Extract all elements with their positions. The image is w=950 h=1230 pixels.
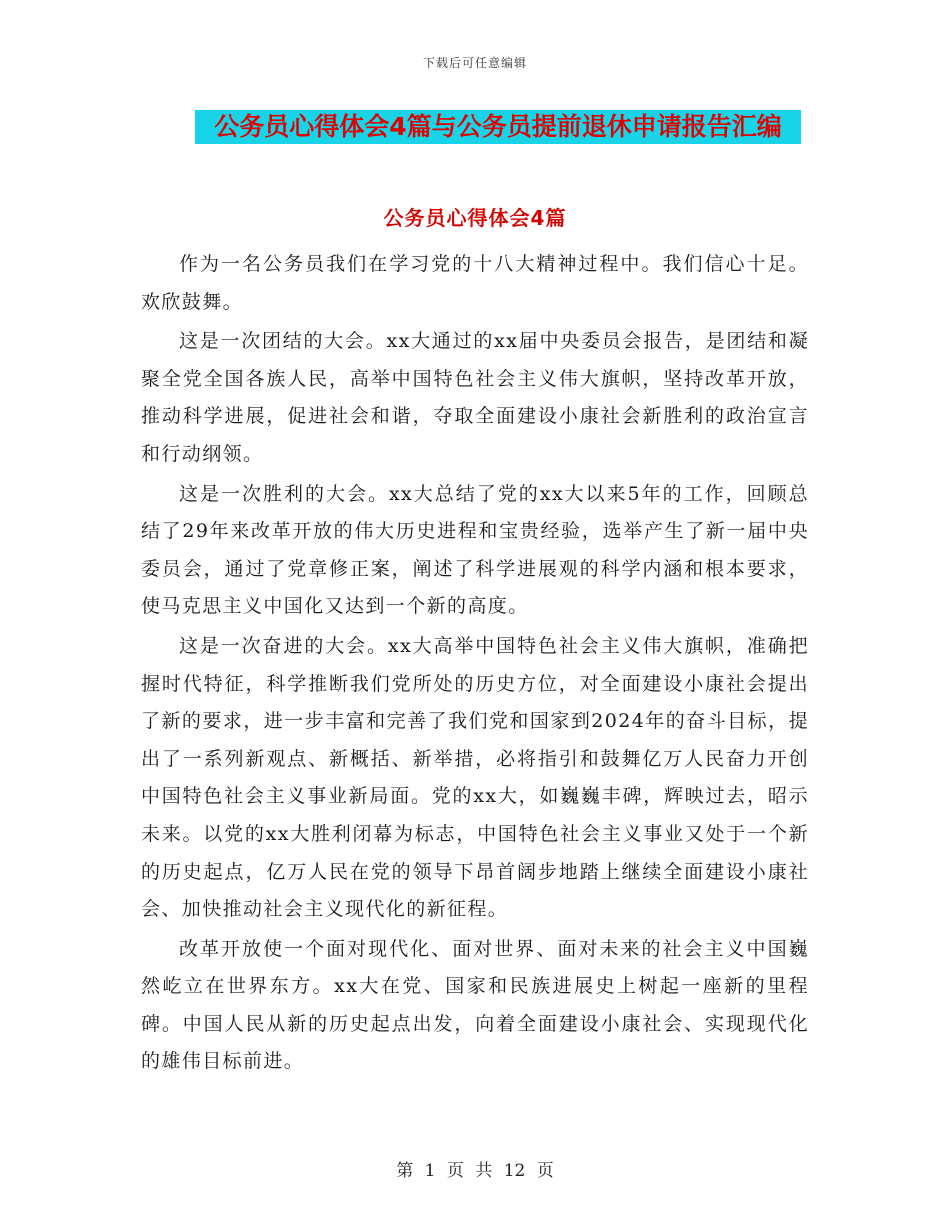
paragraph-3: 这是一次胜利的大会。xx大总结了党的xx大以来5年的工作，回顾总结了29年来改革开放的伟大历史进程和宝贵经验，选举产生了新一届中央委员会，通过了党章修正案，阐述了科学进展观的科学内涵和根本要求，使马克思主义中国化又达到一个新的高度。 (141, 482, 809, 618)
document-title-highlight (195, 110, 801, 144)
paragraph-4: 这是一次奋进的大会。xx大高举中国特色社会主义伟大旗帜，准确把握时代特征，科学推断我们党所处的历史方位，对全面建设小康社会提出了新的要求，进一步丰富和完善了我们党和国家到2024年的奋斗目标，提出了一系列新观点、新概括、新举措，必将指引和鼓舞亿万人民奋力开创中国特色社会主义事业新局面。党的xx大，如巍巍丰碑，辉映过去，昭示未来。以党的xx大胜利闭幕为标志，中国特色社会主义事业又处于一个新的历史起点，亿万人民在党的领导下昂首阔步地踏上继续全面建设小康社会、加快推动社会主义现代化的新征程。 (141, 634, 809, 921)
header-note: 下载后可任意编辑 (422, 56, 527, 70)
paragraph-1: 作为一名公务员我们在学习党的十八大精神过程中。我们信心十足。欢欣鼓舞。 (141, 253, 809, 313)
paragraph-5: 改革开放使一个面对现代化、面对世界、面对未来的社会主义中国巍然屹立在世界东方。xx大在党、国家和民族进展史上树起一座新的里程碑。中国人民从新的历史起点出发，向着全面建设小康社会、实现现代化的雄伟目标前进。 (141, 937, 809, 1073)
section-title: 公务员心得体会4篇 (383, 206, 567, 230)
document-title: 公务员心得体会4篇与公务员提前退休申请报告汇编 (214, 112, 782, 141)
page-number: 第 1 页 共 12 页 (396, 1161, 554, 1181)
document-body (141, 246, 809, 1081)
paragraph-2: 这是一次团结的大会。xx大通过的xx届中央委员会报告，是团结和凝聚全党全国各族人民，高举中国特色社会主义伟大旗帜，坚持改革开放，推动科学进展，促进社会和谐，夺取全面建设小康社会新胜利的政治宣言和行动纲领。 (141, 330, 809, 465)
